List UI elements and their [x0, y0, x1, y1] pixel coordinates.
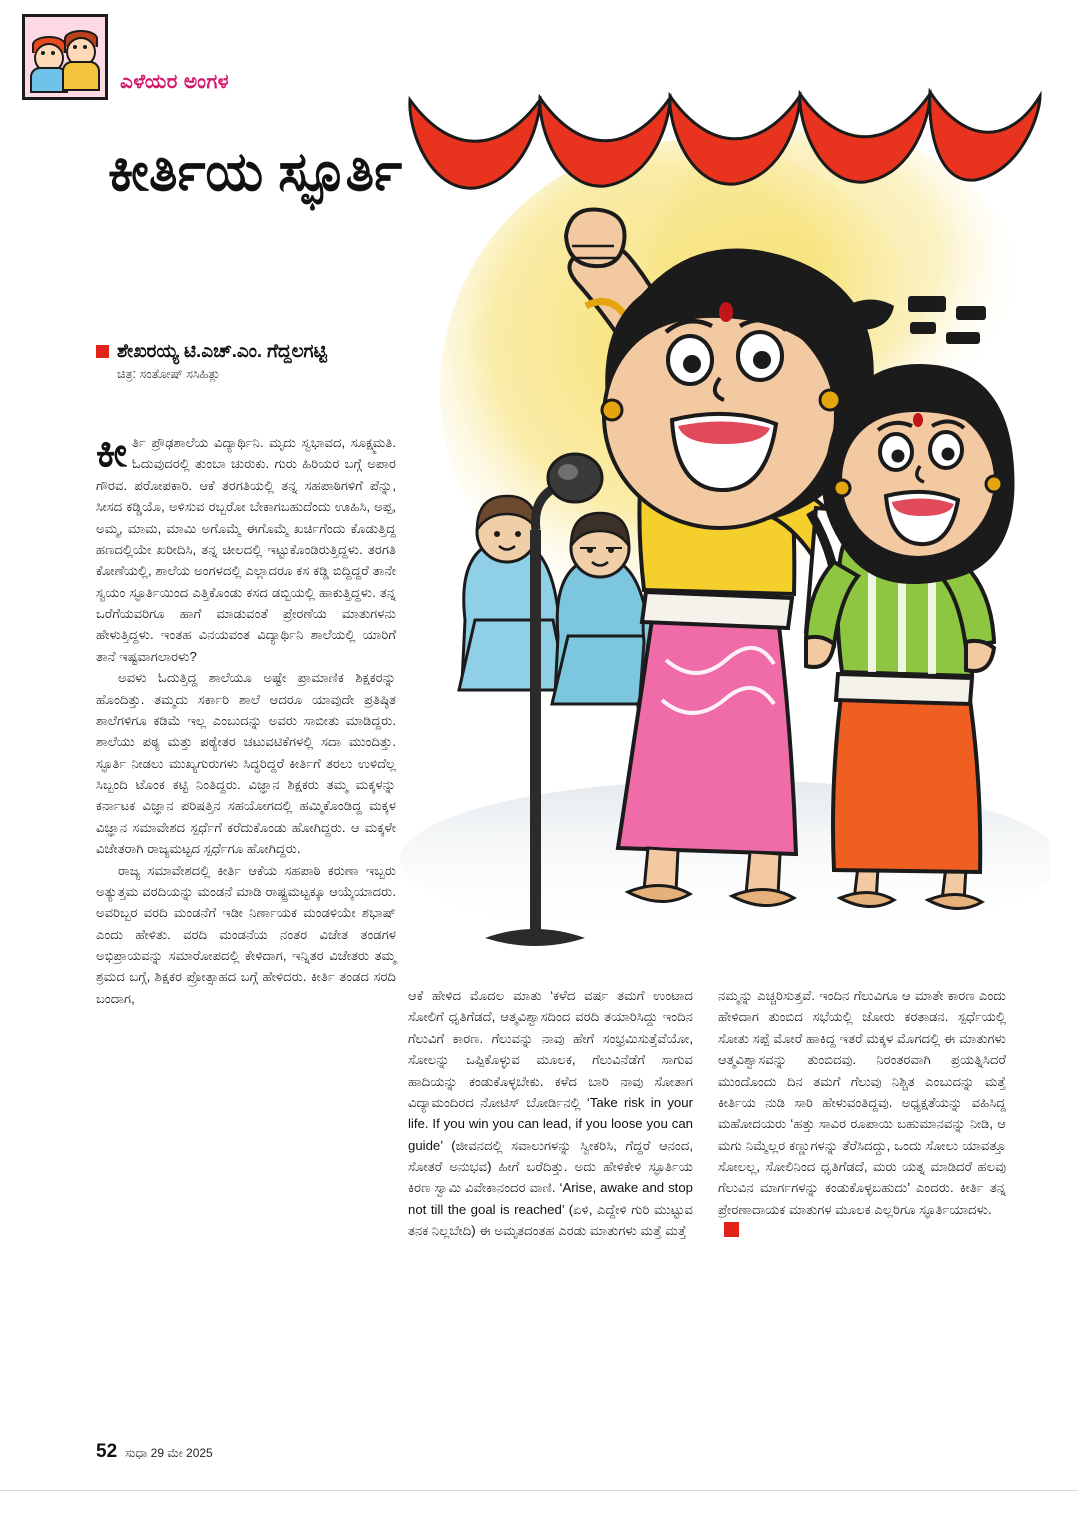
paragraph: ನಮ್ಮನ್ನು ಎಚ್ಚರಿಸುತ್ತವೆ. ಇಂದಿನ ಗೆಲುವಿಗೂ ಆ ಮಾತೇ ಕಾರಣ ಎಂದು ಹೇಳಿದಾಗ ತುಂಬಿದ ಸಭೆಯಲ್ಲಿ ಜೋರು ಕರತಾಡನ. ಸ್ಪರ್ಧೆಯಲ್ಲಿ ಸೋತು ಸಪ್ಪೆ ಮೋರೆ ಹಾಕಿದ್ದ ಇತರೆ ಮಕ್ಕಳ ಮೊಗದಲ್ಲಿ ಈ ಮಾತುಗಳು ಆತ್ಮವಿಶ್ವಾಸವನ್ನು ತುಂಬಿದವು. ನಿರಂತರವಾಗಿ ಪ್ರಯತ್ನಿಸಿದರೆ ಮುಂದೊಂದು ದಿನ ತಮಗೆ ಗೆಲುವು ನಿಶ್ಚಿತ ಎಂಬುದನ್ನು ಮತ್ತೆ ಕೀರ್ತಿಯ ನುಡಿ ಸಾರಿ ಹೇಳುವಂತಿದ್ದವು. ಅಧ್ಯಕ್ಷತೆಯನ್ನು ವಹಿಸಿದ್ದ ಮಹೋದಯರು ‘ಹತ್ತು ಸಾವಿರ ರೂಪಾಯಿ ಬಹುಮಾನವನ್ನು ನೀಡಿ, ಆ ಮಗು ನಿಮ್ಮೆಲ್ಲರ ಕಣ್ಣುಗಳನ್ನು ತೆರೆಸಿದದ್ದು, ಒಂದು ಸೋಲು ಯಾವತ್ತೂ ಸೋಲಲ್ಲ, ಸೋಲಿನಿಂದ ಧೃತಿಗೆಡದೆ, ಮರು ಯತ್ನ ಮಾಡಿದರೆ ಹಲವು ಗೆಲುವಿನ ಮಾರ್ಗಗಳನ್ನು ಕಂಡುಕೊಳ್ಳಬಹುದು’ ಎಂದರು. ಕೀರ್ತಿ ತನ್ನ ಪ್ರೇರಣಾದಾಯಕ ಮಾತುಗಳ ಮೂಲಕ ಎಲ್ಲರಿಗೂ ಸ್ಫೂರ್ತಿಯಾದಳು. — [718, 988, 1006, 1217]
page-footer — [96, 1441, 213, 1463]
author-name: ಶೇಖರಯ್ಯ ಟಿ.ಎಚ್.ಎಂ. ಗೆದ್ದಲಗಟ್ಟಿ — [117, 340, 327, 361]
page-number: 52 — [96, 1441, 118, 1462]
section-label: ಎಳೆಯರ ಅಂಗಳ — [120, 71, 230, 93]
paragraph: ಅವಳು ಓದುತ್ತಿದ್ದ ಶಾಲೆಯೂ ಅಷ್ಟೇ ಪ್ರಾಮಾಣಿಕ ಶಿಕ್ಷಕರನ್ನು ಹೊಂದಿತ್ತು. ತಮ್ಮದು ಸರ್ಕಾರಿ ಶಾಲೆ ಆದರೂ ಯಾವುದೇ ಪ್ರತಿಷ್ಠಿತ ಶಾಲೆಗಳಿಗೂ ಕಡಿಮೆ ಇಲ್ಲ ಎಂಬುದನ್ನು ಅವರು ಸಾಬೀತು ಮಾಡಿದ್ದರು. ಶಾಲೆಯು ಪಠ್ಯ ಮತ್ತು ಪಠ್ಯೇತರ ಚಟುವಟಿಕೆಗಳಲ್ಲಿ ಸದಾ ಮುಂದಿತ್ತು. ಸ್ಫೂರ್ತಿ ನೀಡಲು ಮುಖ್ಯಗುರುಗಳು ಸಿದ್ಧರಿದ್ದರೆ ಕೀರ್ತಿಗೆ ತರಲು ಉಳಿದೆಲ್ಲ ಸಿಬ್ಬಂದಿ ಟೊಂಕ ಕಟ್ಟಿ ನಿಂತಿದ್ದರು. ವಿಜ್ಞಾನ ಶಿಕ್ಷಕರು ತಮ್ಮ ಮಕ್ಕಳನ್ನು ಕರ್ನಾಟಕ ವಿಜ್ಞಾನ ಪರಿಷತ್ತಿನ ಸಹಯೋಗದಲ್ಲಿ ಹಮ್ಮಿಕೊಂಡಿದ್ದ ಮಕ್ಕಳ ವಿಜ್ಞಾನ ಸಮಾವೇಶದ ಸ್ಪರ್ಧೆಗೆ ಕರೆದುಕೊಂಡು ಹೋಗಿದ್ದರು. ಆ ಮಕ್ಕಳೇ ವಿಜೇತರಾಗಿ ರಾಜ್ಯಮಟ್ಟದ ಸ್ಪರ್ಧೆಗೂ ಹೋಗಿದ್ದರು. — [96, 670, 396, 857]
paragraph: ರ್ತಿ ಪ್ರೌಢಶಾಲೆಯ ವಿದ್ಯಾರ್ಥಿನಿ. ಮೃದು ಸ್ವಭಾವದ, ಸೂಕ್ಷ್ಮಮತಿ. ಓದುವುದರಲ್ಲಿ ತುಂಬಾ ಚುರುಕು. ಗುರು ಹಿರಿಯರ ಬಗ್ಗೆ ಅಪಾರ ಗೌರವ. ಪರೋಪಕಾರಿ. ಆಕೆ ತರಗತಿಯಲ್ಲಿ ತನ್ನ ಸಹಪಾಠಿಗಳಿಗೆ ಪೆನ್ನು, ಸೀಸದ ಕಡ್ಡಿಯೊ, ಅಳಿಸುವ ರಬ್ಬರೋ ಬೇಕಾಗಬಹುದೆಂದು ಊಹಿಸಿ, ಅಪ್ಪ, ಅಮ್ಮ, ಮಾಮ, ಮಾಮಿ ಅಗೊಮ್ಮೆ ಈಗೊಮ್ಮೆ ಖರ್ಚಿಗೆಂದು ಕೊಡುತ್ತಿದ್ದ ಹಣದಲ್ಲಿಯೇ ಖರೀದಿಸಿ, ತನ್ನ ಚೀಲದಲ್ಲಿ ಇಟ್ಟುಕೊಂಡಿರುತ್ತಿದ್ದಳು. ತರಗತಿ ಕೋಣೆಯಲ್ಲಿ, ಶಾಲೆಯ ಅಂಗಳದಲ್ಲಿ ಎಲ್ಲಾದರೂ ಕಸ ಕಡ್ಡಿ ಬಿದ್ದಿದ್ದರೆ ತಾನೇ ಸ್ವಯಂ ಸ್ಫೂರ್ತಿಯಿಂದ ಎತ್ತಿಕೊಂಡು ಕಸದ ಡಬ್ಬಿಯಲ್ಲಿ ಹಾಕುತ್ತಿದ್ದಳು. ತನ್ನ ಒರೆಗೆಯವರಿಗೂ ಹಾಗೆ ಮಾಡುವಂತೆ ಪ್ರೇರಣೆಯ ಮಾತುಗಳನು ಹೇಳುತ್ತಿದ್ದಳು. ಇಂತಹ ವಿನಯವಂತ ವಿದ್ಯಾರ್ಥಿನಿ ಶಾಲೆಯಲ್ಲಿ ಯಾರಿಗೆ ತಾನೆ ಇಷ್ಟವಾಗಲಾರಳು? — [96, 435, 396, 664]
body-column-1 — [96, 429, 396, 1009]
paragraph: ರಾಜ್ಯ ಸಮಾವೇಶದಲ್ಲಿ ಕೀರ್ತಿ ಆಕೆಯ ಸಹಪಾಠಿ ಕರುಣಾ ಇಬ್ಬರು ಅತ್ಯುತ್ತಮ ವರದಿಯನ್ನು ಮಂಡನೆ ಮಾಡಿ ರಾಷ್ಟ್ರಮಟ್ಟಕ್ಕೂ ಆಯ್ಕೆಯಾದರು. ಅವರಿಬ್ಬರ ವರದಿ ಮಂಡನೆಗೆ ಇಡೀ ನಿರ್ಣಾಯಕ ಮಂಡಳಿಯೇ ಶಭಾಷ್ ಎಂದು ಹೇಳಿತು. ವರದಿ ಮಂಡನೆಯ ನಂತರ ವಿಜೇತ ತಂಡಗಳ ಅಭಿಪ್ರಾಯವನ್ನು ಸಮಾರೋಪದಲ್ಲಿ ಕೇಳಿದಾಗ, ಇನ್ನಿತರ ವಿಜೇತರು ತಮ್ಮ ಶ್ರಮದ ಬಗ್ಗೆ, ಶಿಕ್ಷಕರ ಪ್ರೋತ್ಸಾಹದ ಬಗ್ಗೆ ಹೇಳಿದರು. ಕೀರ್ತಿ ತಂಡದ ಸರದಿ ಬಂದಾಗ, — [96, 862, 396, 1006]
article-illustration — [390, 60, 1050, 950]
footer-divider — [0, 1490, 1078, 1491]
body-column-2 — [408, 985, 693, 1242]
publication-date: ಸುಧಾ 29 ಮೇ 2025 — [125, 1446, 213, 1460]
illustration-credit: ಚಿತ್ರ: ಸಂತೋಷ್ ಸಸಿಹಿತ್ಲು — [117, 367, 221, 381]
end-mark-icon — [724, 1222, 739, 1237]
masthead — [22, 14, 229, 100]
paragraph: ಆಕೆ ಹೇಳಿದ ಮೊದಲ ಮಾತು ‘ಕಳೆದ ವರ್ಷ ತಮಗೆ ಉಂಟಾದ ಸೋಲಿಗೆ ಧೃತಿಗೆಡದೆ, ಆತ್ಮವಿಶ್ವಾಸದಿಂದ ವರದಿ ತಯಾರಿಸಿದ್ದು ಇಂದಿನ ಗೆಲುವಿಗೆ ಕಾರಣ. ಗೆಲುವನ್ನು ನಾವು ಹೇಗೆ ಸಂಭ್ರಮಿಸುತ್ತೆವೆಯೋ, ಸೋಲನ್ನು ಒಪ್ಪಿಕೊಳ್ಳುವ ಮೂಲಕ, ಗೆಲುವಿನೆಡೆಗೆ ಸಾಗುವ ಹಾದಿಯನ್ನು ಕಂಡುಕೊಳ್ಳಬೇಕು. ಕಳೆದ ಬಾರಿ ನಾವು ಸೋತಾಗ ವಿದ್ಯಾಮಂದಿರದ ನೋಟಿಸ್ ಬೋರ್ಡಿನಲ್ಲಿ ‘Take risk in your life. If you win you can lead, if you loose you can guide’ (ಜೀವನದಲ್ಲಿ ಸವಾಲುಗಳನ್ನು ಸ್ವೀಕರಿಸಿ, ಗೆದ್ದರೆ ಆನಂದ, ಸೋತರೆ ಅನುಭವ) ಹೀಗೆ ಬರೆದಿತ್ತು. ಅದು ಹೇಳಿಕೇಳಿ ಸ್ಫೂರ್ತಿಯ ಕಿರಣ ಸ್ವಾಮಿ ವಿವೇಕಾನಂದರ ವಾಣಿ. ‘Arise, awake and stop not till the goal is reached’ (ಏಳಿ, ಎದ್ದೇಳಿ ಗುರಿ ಮುಟ್ಟುವ ತನಕ ನಿಲ್ಲಬೇದಿ) ಈ ಅಮೃತದಂತಹ ಎರಡು ಮಾತುಗಳು ಮತ್ತೆ ಮತ್ತೆ — [408, 988, 693, 1239]
drop-cap: ಕೀ — [96, 429, 127, 475]
kids-logo-icon — [22, 14, 108, 100]
body-column-3 — [718, 985, 1006, 1242]
square-bullet-icon — [96, 345, 109, 358]
page-title: ಕೀರ್ತಿಯ ಸ್ಫೂರ್ತಿ — [108, 142, 403, 202]
illustration-svg — [390, 60, 1050, 950]
